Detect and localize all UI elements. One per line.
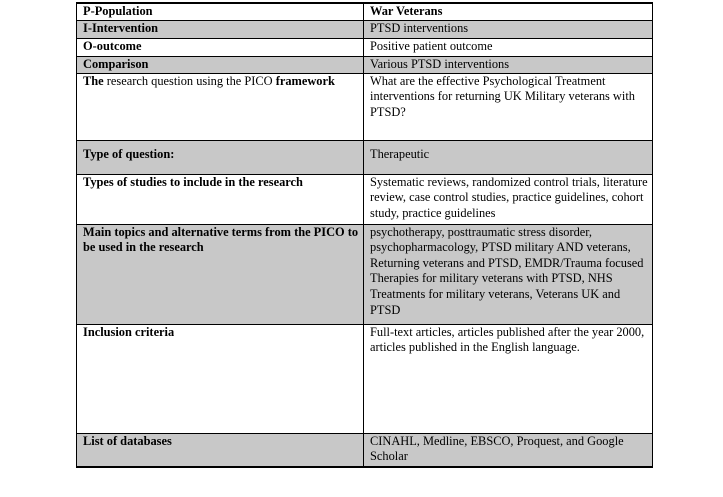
row-value: Therapeutic	[364, 140, 653, 174]
row-label: O-outcome	[77, 38, 364, 56]
row-value: What are the effective Psychological Treatment interventions for returning UK Military veterans with PTSD?	[364, 73, 653, 140]
label-plain: research question using the PICO	[103, 73, 276, 88]
table-row-question-type	[77, 140, 653, 174]
row-label: Types of studies to include in the research	[77, 174, 364, 224]
row-value: psychotherapy, posttraumatic stress disorder, psychopharmacology, PTSD military AND veterans, Returning veterans and PTSD, EMDR/Trauma focused Therapies for military veterans with PTSD, NHS Treatments for military veterans, Veterans UK and PTSD	[364, 224, 653, 324]
row-value: Positive patient outcome	[364, 38, 653, 56]
row-value: Various PTSD interventions	[364, 56, 653, 73]
table-row-comparison	[77, 56, 653, 73]
table-row-population	[77, 3, 653, 20]
row-label	[77, 73, 364, 140]
row-label: List of databases	[77, 433, 364, 467]
table-row-main-topics	[77, 224, 653, 324]
row-label: Comparison	[77, 56, 364, 73]
row-label: I-Intervention	[77, 20, 364, 38]
row-label: Type of question:	[77, 140, 364, 174]
row-value: War Veterans	[364, 3, 653, 20]
label-bold-the: The	[83, 73, 104, 88]
row-label: P-Population	[77, 3, 364, 20]
table-row-research-question	[77, 73, 653, 140]
table-row-intervention	[77, 20, 653, 38]
row-value: CINAHL, Medline, EBSCO, Proquest, and Google Scholar	[364, 433, 653, 467]
row-label: Main topics and alternative terms from the PICO to be used in the research	[77, 224, 364, 324]
row-value: Full-text articles, articles published after the year 2000, articles published in the English language.	[364, 324, 653, 433]
table-row-outcome	[77, 38, 653, 56]
table-row-inclusion-criteria	[77, 324, 653, 433]
row-value: Systematic reviews, randomized control trials, literature review, case control studies, practice guidelines, cohort study, practice guidelines	[364, 174, 653, 224]
table-row-study-types	[77, 174, 653, 224]
table-row-databases	[77, 433, 653, 467]
row-label: Inclusion criteria	[77, 324, 364, 433]
label-bold-framework: framework	[275, 73, 335, 88]
row-value: PTSD interventions	[364, 20, 653, 38]
pico-table	[76, 2, 653, 468]
